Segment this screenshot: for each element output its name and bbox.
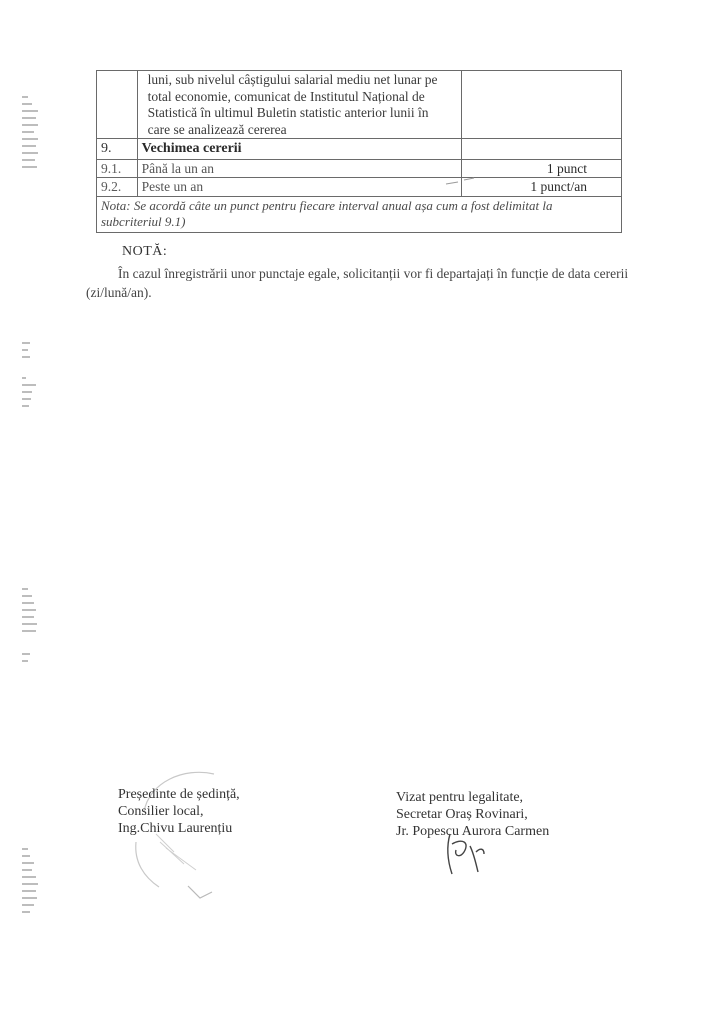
criterion-text-line: care se analizează cererea xyxy=(147,121,287,137)
nota-text: În cazul înregistrării unor punctaje egale, solicitanții vor fi departajați în funcție de data cererii (zi/lună/an). xyxy=(86,266,629,300)
signer-name: Ing.Chivu Laurențiu xyxy=(118,821,233,836)
section-title: Vechimea cererii xyxy=(137,139,461,160)
signer-role: Vizat pentru legalitate, xyxy=(396,790,524,805)
criterion-text-line: luni, sub nivelul câștigului salarial mediu net lunar pe xyxy=(147,72,438,87)
number-cell xyxy=(97,71,138,139)
subcriterion-points: 1 punct/an xyxy=(461,178,621,197)
table-row xyxy=(97,159,622,178)
margin-scan-artifact xyxy=(22,342,36,412)
table-row xyxy=(97,178,622,197)
table-note-line: subcriteriul 9.1) xyxy=(101,214,186,229)
table-row-note xyxy=(97,196,622,232)
subcriterion-number: 9.2. xyxy=(97,178,138,197)
nota-title: NOTĂ: xyxy=(122,244,168,259)
table-row-continuation xyxy=(97,71,622,139)
margin-scan-artifact xyxy=(22,848,38,918)
criteria-table xyxy=(96,70,622,233)
signature-block-left xyxy=(118,786,240,837)
criterion-text-cell xyxy=(137,71,461,139)
handwritten-signature xyxy=(440,830,500,880)
scan-dash-mark xyxy=(444,176,478,186)
signer-role: Președinte de ședință, xyxy=(118,787,240,802)
table-note xyxy=(97,196,622,232)
table-note-line: Nota: Se acordă câte un punct pentru fiecare interval anual așa cum a fost delimitat la xyxy=(101,197,553,213)
subcriterion-points: 1 punct xyxy=(461,159,621,178)
margin-scan-artifact xyxy=(22,96,38,173)
criterion-text-line: Statistică în ultimul Buletin statistic anterior lunii în xyxy=(147,105,429,120)
points-cell xyxy=(461,71,621,139)
subcriterion-number: 9.1. xyxy=(97,159,138,178)
signer-role: Secretar Oraș Rovinari, xyxy=(396,807,528,822)
table-row-section xyxy=(97,139,622,160)
section-number: 9. xyxy=(97,139,138,160)
subcriterion-label: Peste un an xyxy=(137,178,461,197)
margin-scan-artifact xyxy=(22,588,37,667)
criterion-text-line: total economie, comunicat de Institutul Național de xyxy=(147,88,425,104)
signer-role: Consilier local, xyxy=(118,804,204,819)
points-cell xyxy=(461,139,621,160)
signer-name: Jr. Popescu Aurora Carmen xyxy=(396,824,550,839)
subcriterion-label: Până la un an xyxy=(137,159,461,178)
